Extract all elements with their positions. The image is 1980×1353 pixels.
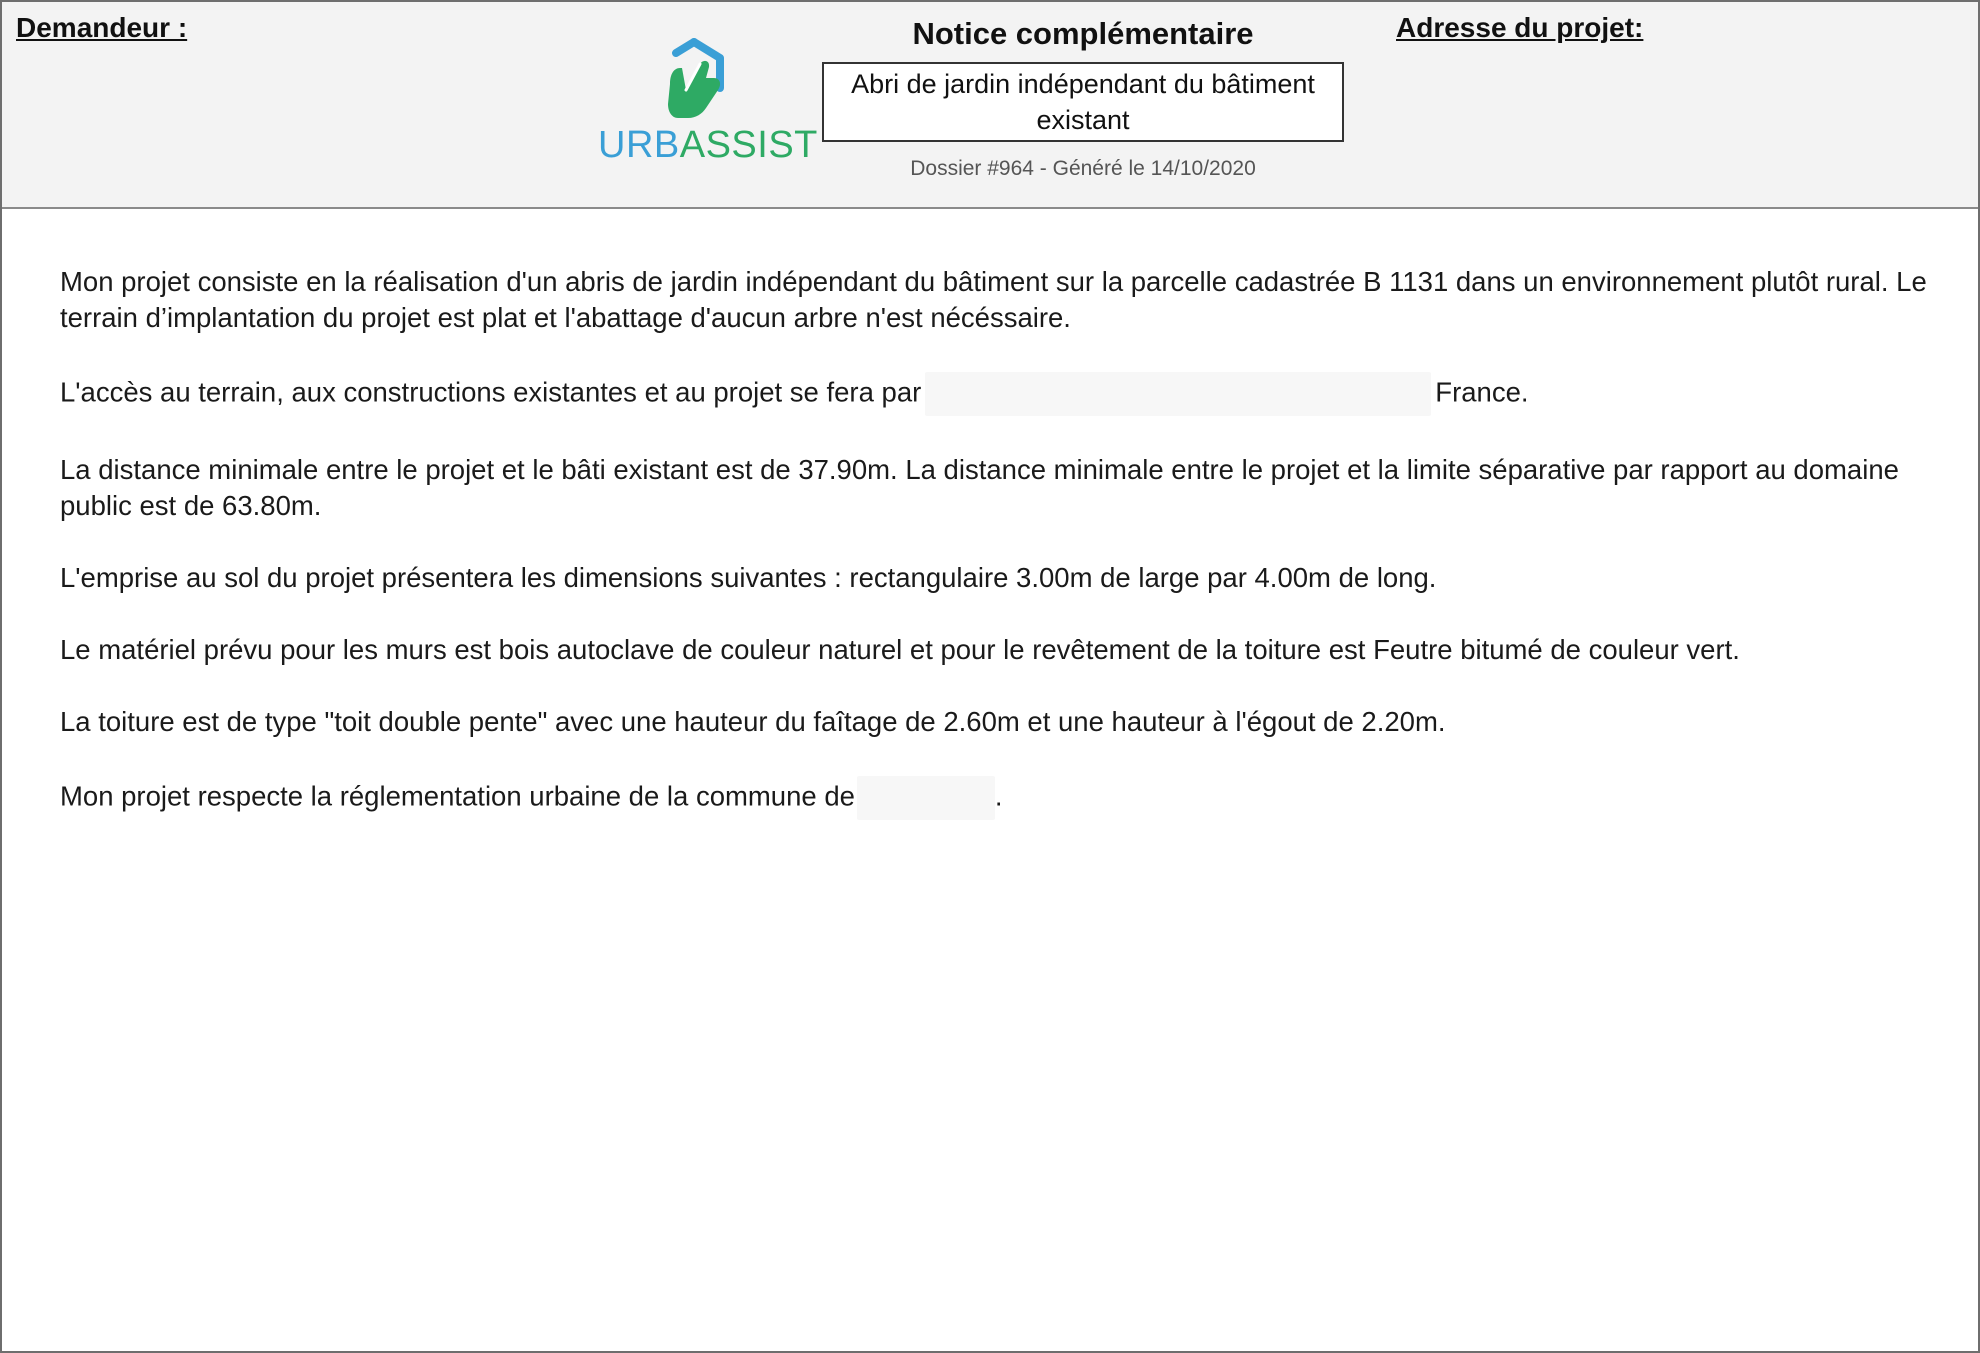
paragraph-access — [60, 372, 1930, 416]
demandeur-label: Demandeur : — [16, 12, 188, 43]
project-type-box — [822, 62, 1344, 142]
paragraph-roof: La toiture est de type "toit double pente" avec une hauteur du faîtage de 2.60m et une hauteur à l'égout de 2.20m. — [60, 706, 1446, 737]
access-country: France. — [1435, 376, 1529, 408]
adresse-label: Adresse du projet: — [1396, 12, 1644, 43]
logo-wordmark — [598, 124, 818, 167]
redacted-address — [925, 372, 1431, 416]
paragraph-distances: La distance minimale entre le projet et le bâti existant est de 37.90m. La distance minimale entre le projet et la limite séparative par rapport au domaine public est de 63.80m. — [60, 454, 1899, 521]
document-header — [2, 2, 1978, 209]
paragraph-footprint: L'emprise au sol du projet présentera les dimensions suivantes : rectangulaire 3.00m de large par 4.00m de long. — [60, 562, 1437, 593]
regulation-text: Mon projet respecte la réglementation urbaine de la commune de — [60, 780, 855, 812]
redacted-commune — [857, 776, 995, 820]
regulation-end: . — [994, 780, 1003, 812]
dossier-info: Dossier #964 - Généré le 14/10/2020 — [910, 157, 1256, 180]
logo-text-urb: URB — [598, 124, 680, 166]
project-type-text: Abri de jardin indépendant du bâtiment existant — [851, 69, 1315, 135]
access-text: L'accès au terrain, aux constructions existantes et au projet se fera par — [60, 376, 922, 408]
notice-title: Notice complémentaire — [912, 16, 1254, 51]
notice-body — [60, 264, 1930, 856]
paragraph-regulation — [60, 776, 1930, 820]
urbassist-logo — [598, 38, 818, 168]
paragraph-project-description: Mon projet consiste en la réalisation d'un abris de jardin indépendant du bâtiment sur la parcelle cadastrée B 1131 dans un environnement plutôt rural. Le terrain d’implantation du projet est plat et l'abattage d'aucun arbre n'est nécéssaire. — [60, 266, 1927, 333]
paragraph-materials: Le matériel prévu pour les murs est bois autoclave de couleur naturel et pour le revêtement de la toiture est Feutre bitumé de couleur vert. — [60, 634, 1740, 665]
logo-text-assist: ASSIST — [679, 124, 818, 166]
hand-check-house-icon — [662, 38, 726, 122]
